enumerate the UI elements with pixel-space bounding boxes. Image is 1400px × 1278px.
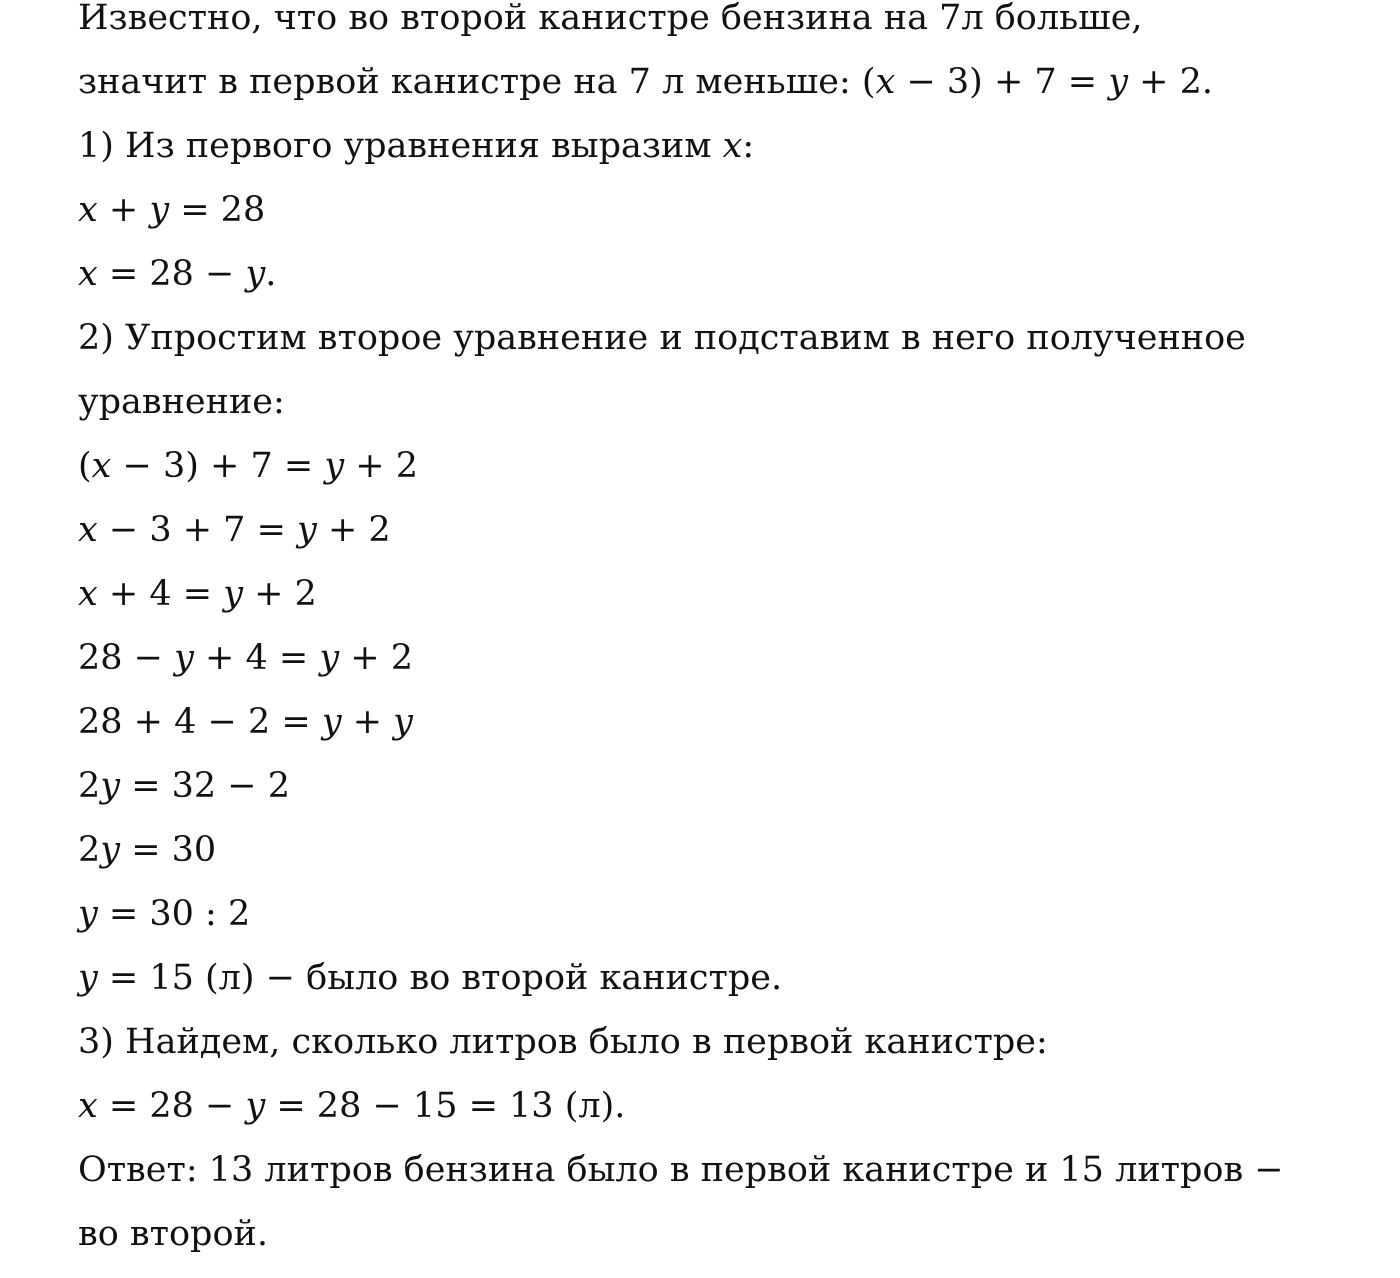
text-run: = 30 xyxy=(120,830,217,870)
text-run: + 2. xyxy=(1128,62,1214,102)
answer-line-2 xyxy=(78,1214,1378,1278)
math-variable: x xyxy=(78,574,98,614)
eq-6 xyxy=(78,638,1378,702)
eq-2 xyxy=(78,254,1378,318)
text-run: 1) Из первого уравнения выразим xyxy=(78,126,723,166)
math-variable: x xyxy=(78,1086,98,1126)
math-variable: x xyxy=(78,510,98,550)
math-variable: y xyxy=(100,830,121,870)
text-run: уравнение: xyxy=(78,382,285,422)
text-run: = 28 − xyxy=(97,254,246,294)
math-variable: y xyxy=(223,574,243,614)
text-run: 2) Упростим второе уравнение и подставим в него полученное xyxy=(78,318,1246,358)
eq-7 xyxy=(78,702,1378,766)
text-run: + 2 xyxy=(316,510,391,550)
math-variable: y xyxy=(319,638,340,678)
text-run: + 4 = xyxy=(97,574,224,614)
text-run: = 30 : 2 xyxy=(97,894,251,934)
math-variable: y xyxy=(78,894,98,934)
text-run: + 4 = xyxy=(193,638,320,678)
math-variable: y xyxy=(245,254,266,294)
math-variable: y xyxy=(324,446,345,486)
eq-10 xyxy=(78,894,1378,958)
step-1-heading xyxy=(78,126,1378,190)
text-run: 2 xyxy=(78,766,101,806)
text-run: 2 xyxy=(78,830,101,870)
text-run: Известно, что во второй канистре бензина на 7л больше, xyxy=(78,0,1143,38)
math-variable: x xyxy=(91,446,112,486)
math-variable: x xyxy=(722,126,743,166)
text-run: − 3) + 7 = xyxy=(895,62,1109,102)
eq-4 xyxy=(78,510,1378,574)
eq-12 xyxy=(78,1086,1378,1150)
step-3-heading xyxy=(78,1022,1378,1086)
text-run: : xyxy=(742,126,755,166)
text-run: Ответ: 13 литров бензина было в первой канистре и 15 литров − xyxy=(78,1150,1284,1190)
math-variable: x xyxy=(78,190,98,230)
text-run: 28 − xyxy=(78,638,175,678)
math-variable: y xyxy=(149,190,170,230)
text-run: во второй. xyxy=(78,1214,268,1254)
solution-text xyxy=(78,0,1378,1278)
eq-1 xyxy=(78,190,1378,254)
text-run: ( xyxy=(78,446,92,486)
intro-line-2 xyxy=(78,62,1378,126)
eq-9 xyxy=(78,830,1378,894)
math-variable: x xyxy=(875,62,896,102)
math-variable: y xyxy=(78,958,98,998)
text-run: + xyxy=(97,190,150,230)
text-run: 3) Найдем, сколько литров было в первой канистре: xyxy=(78,1022,1048,1062)
text-run: = 32 − 2 xyxy=(120,766,291,806)
math-variable: y xyxy=(297,510,317,550)
text-run: = 28 xyxy=(169,190,266,230)
eq-3 xyxy=(78,446,1378,510)
text-run: + 2 xyxy=(344,446,418,486)
eq-5 xyxy=(78,574,1378,638)
text-run: 28 + 4 − 2 = xyxy=(78,702,322,742)
text-run: + xyxy=(341,702,394,742)
text-run: + 2 xyxy=(242,574,317,614)
text-run: = 15 (л) − было во второй канистре. xyxy=(97,958,783,998)
text-run: = 28 − xyxy=(97,1086,246,1126)
math-variable: x xyxy=(78,254,98,294)
text-run: − 3) + 7 = xyxy=(111,446,325,486)
eq-8 xyxy=(78,766,1378,830)
step-2-heading-2 xyxy=(78,382,1378,446)
step-2-heading-1 xyxy=(78,318,1378,382)
math-variable: y xyxy=(100,766,121,806)
math-variable: y xyxy=(1108,62,1129,102)
text-run: = 28 − 15 = 13 (л). xyxy=(265,1086,626,1126)
text-run: − 3 + 7 = xyxy=(97,510,298,550)
math-variable: y xyxy=(321,702,342,742)
math-variable: y xyxy=(174,638,194,678)
math-variable: y xyxy=(393,702,413,742)
text-run: + 2 xyxy=(339,638,413,678)
text-run: значит в первой канистре на 7 л меньше: ( xyxy=(78,62,876,102)
answer-line-1 xyxy=(78,1150,1378,1214)
intro-line-1 xyxy=(78,0,1378,62)
text-run: . xyxy=(265,254,277,294)
eq-11 xyxy=(78,958,1378,1022)
math-variable: y xyxy=(245,1086,266,1126)
